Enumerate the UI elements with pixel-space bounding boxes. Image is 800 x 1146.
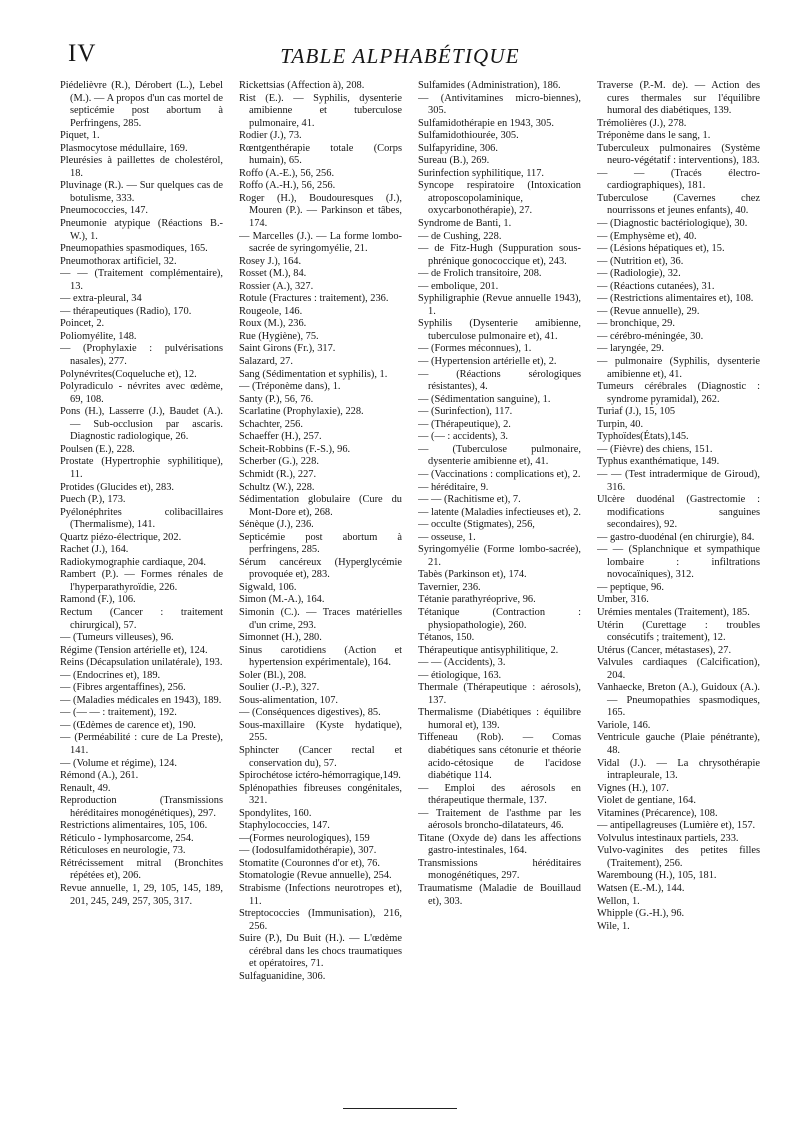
index-entry: — (Œdèmes de carence et), 190.	[60, 719, 196, 731]
index-entry: Ramond (F.), 106.	[60, 594, 136, 606]
index-entry: Salazard, 27.	[239, 356, 293, 368]
end-rule	[343, 1108, 457, 1109]
index-entry: — thérapeutiques (Radio), 170.	[60, 305, 192, 317]
index-entry: Rémond (A.), 261.	[60, 770, 139, 782]
index-entry: Syncope respiratoire (Intoxication atroposcopolaminique, oxycarbonothérapie), 27.	[418, 180, 581, 217]
index-entry: — (Vaccinations : complications et), 2.	[418, 468, 581, 480]
index-entry: — (Nutrition et), 36.	[597, 255, 684, 267]
index-entry: — (Lésions hépatiques et), 15.	[597, 243, 725, 255]
running-head: TABLE ALPHABÉTIQUE	[280, 44, 520, 68]
index-entry: Réticulo - lymphosarcome, 254.	[60, 832, 194, 844]
index-entry: Syringomyélie (Forme lombo-sacrée), 21.	[418, 544, 581, 568]
index-entry: Réticuloses en neurologie, 73.	[60, 845, 186, 857]
index-entry: Syndrome de Banti, 1.	[418, 218, 512, 230]
index-entry: Rosset (M.), 84.	[239, 268, 307, 280]
index-entry: Tétanie parathyréoprive, 96.	[418, 594, 536, 606]
index-entry: — — (Tracés électro-cardiographiques), 181.	[597, 167, 760, 192]
index-entry: Sédimentation globulaire (Cure du Mont-Dore et), 268.	[239, 494, 402, 518]
index-entry: Thermalisme (Diabétiques : équilibre humoral et), 139.	[418, 707, 581, 731]
index-entry: Watsen (E.-M.), 144.	[597, 883, 685, 894]
index-entry: — pulmonaire (Syphilis, dysenterie amibienne et), 41.	[597, 356, 760, 380]
index-entry: — cérébro-méningée, 30.	[597, 330, 704, 342]
index-entry: Violet de gentiane, 164.	[597, 795, 696, 807]
index-entry: Schachter, 256.	[239, 418, 303, 430]
index-entry: Volvulus intestinaux partiels, 233.	[597, 832, 739, 844]
index-entry: Sureau (B.), 269.	[418, 155, 490, 167]
index-column-3	[418, 80, 581, 1095]
index-entry: Renault, 49.	[60, 782, 111, 794]
index-entry: Sulfamidothérapie en 1943, 305.	[418, 117, 554, 129]
index-entry: Rambert (P.). — Formes rénales de l'hyperparathyroïdie, 226.	[60, 569, 223, 593]
index-column-2	[239, 80, 402, 1095]
index-entry: — (Sédimentation sanguine), 1.	[418, 393, 551, 405]
index-entry: — antipellagreuses (Lumière et), 157.	[597, 820, 756, 832]
index-entry: Prostate (Hypertrophie syphilitique), 11.	[60, 456, 223, 480]
index-entry: Rachet (J.), 164.	[60, 544, 129, 556]
index-entry: — de Frolich transitoire, 208.	[418, 268, 542, 280]
index-entry: Scarlatine (Prophylaxie), 228.	[239, 406, 364, 418]
index-entry: Spondylites, 160.	[239, 807, 312, 819]
index-entry: Pneumopathies spasmodiques, 165.	[60, 243, 208, 255]
index-entry: Ulcère duodénal (Gastrectomie : modifications sanguines secondaires), 92.	[597, 494, 760, 531]
index-entry: Piédelièvre (R.), Dérobert (L.), Lebel (M.). — A propos d'un cas mortel de septicémie post abortum à Perfringens, 285.	[60, 80, 223, 129]
index-entry: Traumatisme (Maladie de Bouillaud et), 303.	[418, 883, 581, 907]
index-entry: Tabès (Parkinson et), 174.	[418, 569, 527, 581]
index-entry: Sénèque (J.), 236.	[239, 519, 314, 531]
index-entry: Roffo (A.-E.), 56, 256.	[239, 167, 335, 179]
index-entry: Waremboung (H.), 105, 181.	[597, 870, 717, 882]
index-entry: — extra-pleural, 34	[60, 293, 142, 305]
index-entry: Quartz piézo-électrique, 202.	[60, 531, 182, 543]
index-entry: Thermale (Thérapeutique : aérosols), 137.	[418, 682, 581, 706]
index-entry: — de Cushing, 228.	[418, 230, 502, 242]
index-entry: Pleurésies à paillettes de cholestérol, 18.	[60, 155, 223, 179]
index-entry: Tétanique (Contraction : physiopathologie), 260.	[418, 606, 581, 631]
index-entry: Vitamines (Précarence), 108.	[597, 807, 718, 819]
index-entry: — — (Splanchnique et sympathique lombaire : infiltrations novocaïniques), 312.	[597, 544, 760, 581]
index-entry: — embolique, 201.	[418, 280, 499, 292]
index-entry: Vignes (H.), 107.	[597, 782, 669, 794]
index-entry: Sous-maxillaire (Kyste hydatique), 255.	[239, 719, 402, 744]
index-entry: Valvules cardiaques (Calcification), 204.	[597, 657, 760, 681]
index-entry: Plasmocytose médullaire, 169.	[60, 142, 188, 154]
index-entry: Syphilis (Dysenterie amibienne, tuberculose pulmonaire et), 41.	[418, 318, 581, 342]
index-entry: — (Surinfection), 117.	[418, 406, 513, 418]
index-entry: Traverse (P.-M. de). — Action des cures thermales sur l'équilibre humoral des diabétiques, 139.	[597, 80, 760, 117]
index-entry: Pneumococcies, 147.	[60, 205, 149, 217]
index-entry: Pyélonéphrites colibacillaires (Thermalisme), 141.	[60, 506, 223, 531]
index-entry: — (Emphysème et), 40.	[597, 230, 697, 242]
index-entry: — héréditaire, 9.	[418, 481, 489, 493]
index-entry: — (Réactions cutanées), 31.	[597, 280, 715, 292]
index-entry: Variole, 146.	[597, 719, 651, 731]
index-entry: — (Hypertension artérielle et), 2.	[418, 356, 557, 368]
index-entry: Soler (Bl.), 208.	[239, 669, 307, 681]
index-entry: Reproduction (Transmissions héréditaires monogénétiques), 297.	[60, 795, 223, 819]
index-entry: Scheit-Robbins (F.-S.), 96.	[239, 443, 351, 455]
index-entry: Roffo (A.-H.), 56, 256.	[239, 180, 336, 192]
index-entry: Rectum (Cancer : traitement chirurgical), 57.	[60, 606, 223, 631]
index-entry: — (Radiologie), 32.	[597, 268, 681, 280]
index-entry: Sulfamidothiourée, 305.	[418, 130, 519, 142]
index-entry: Schultz (W.), 228.	[239, 481, 315, 493]
index-entry: — (Perméabilité : cure de La Preste), 141.	[60, 732, 223, 756]
index-entry: Sigwald, 106.	[239, 581, 297, 593]
index-entry: Rue (Hygiène), 75.	[239, 330, 319, 342]
index-entry: — — (Traitement complémentaire), 13.	[60, 268, 223, 292]
index-entry: Sphincter (Cancer rectal et conservation du), 57.	[239, 744, 402, 769]
index-entry: — (Tumeurs villeuses), 96.	[60, 632, 174, 644]
index-entry: Typhoïdes(États),145.	[597, 431, 689, 443]
index-entry: Vidal (J.). — La chrysothérapie intrapleurale, 13.	[597, 757, 760, 782]
index-entry: Puech (P.), 173.	[60, 494, 126, 506]
index-entry: — de Fitz-Hugh (Suppuration sous-phrénique gonococcique et), 243.	[418, 243, 581, 267]
index-entry: Sous-alimentation, 107.	[239, 694, 338, 706]
page-number: IV	[68, 40, 97, 67]
index-entry: Vanhaecke, Breton (A.), Guidoux (A.). — Pneumopathies spasmodiques, 165.	[597, 682, 760, 719]
index-columns	[60, 80, 760, 1095]
index-entry: Pons (H.), Lasserre (J.), Baudet (A.). — Sub-occlusion par ascaris. Diagnostic radiologique, 26.	[60, 406, 223, 443]
index-entry: Sinus carotidiens (Action et hypertension expérimentale), 164.	[239, 644, 402, 669]
index-entry: — Traitement de l'asthme par les aérosols broncho-dilatateurs, 46.	[418, 807, 581, 832]
index-column-1	[60, 80, 223, 1095]
index-entry: Rickettsias (Affection à), 208.	[239, 80, 365, 91]
index-entry: Santy (P.), 56, 76.	[239, 393, 314, 405]
index-entry: — (Thérapeutique), 2.	[418, 418, 511, 430]
index-entry: Saint Girons (Fr.), 317.	[239, 343, 336, 355]
index-entry: Ventricule gauche (Plaie pénétrante), 48.	[597, 732, 760, 756]
index-entry: Surinfection syphilitique, 117.	[418, 167, 545, 179]
index-entry: Rosey J.), 164.	[239, 255, 302, 267]
index-entry: — — (Test intradermique de Giroud), 316.	[597, 468, 760, 493]
index-entry: — (Antivitamines micro-biennes), 305.	[418, 92, 581, 117]
index-entry: Pneumothorax artificiel, 32.	[60, 255, 177, 267]
index-entry: Simonin (C.). — Traces matérielles d'un crime, 293.	[239, 606, 402, 631]
index-entry: Wile, 1.	[597, 920, 630, 932]
index-entry: Utérin (Curettage : troubles consécutifs ; traitement), 12.	[597, 619, 760, 644]
index-entry: — osseuse, 1.	[418, 531, 476, 543]
index-entry: Tiffeneau (Rob). — Comas diabétiques sans cétonurie et théorie acido-cétosique de l'acidose diabétique 114.	[418, 732, 581, 782]
index-entry: — (Formes méconnues), 1.	[418, 343, 532, 355]
index-entry: Schmidt (R.), 227.	[239, 468, 317, 480]
index-entry: Rist (E.). — Syphilis, dysenterie amibienne et tuberculose pulmonaire, 41.	[239, 92, 402, 129]
index-entry: — occulte (Stigmates), 256,	[418, 519, 535, 531]
index-entry: Rodier (J.), 73.	[239, 130, 302, 142]
index-entry: Utérus (Cancer, métastases), 27.	[597, 644, 732, 656]
index-entry: Polyradiculo - névrites avec œdème, 69, 108.	[60, 381, 223, 405]
index-entry: — (Prophylaxie : pulvérisations nasales), 277.	[60, 343, 223, 368]
index-entry: — (Fibres argentaffines), 256.	[60, 682, 186, 694]
index-entry: — (Tréponème dans), 1.	[239, 381, 341, 393]
index-entry: Stomatite (Couronnes d'or et), 76.	[239, 857, 380, 869]
index-entry: — — (Rachitisme et), 7.	[418, 494, 521, 506]
index-entry: Suire (P.), Du Buit (H.). — L'œdème cérébral dans les chocs traumatiques et opératoires, 71.	[239, 933, 402, 970]
index-entry: Rétrécissement mitral (Bronchites répétées et), 206.	[60, 857, 223, 882]
index-entry: Revue annuelle, 1, 29, 105, 145, 189, 201, 245, 249, 257, 305, 317.	[60, 883, 223, 907]
index-entry: Pneumonie atypique (Réactions B.-W.), 1.	[60, 218, 223, 242]
index-entry: — (— : accidents), 3.	[418, 431, 509, 443]
index-entry: Tuberculose (Cavernes chez nourrissons et jeunes enfants), 40.	[597, 192, 760, 217]
index-entry: Tumeurs cérébrales (Diagnostic : syndrome pyramidal), 262.	[597, 381, 760, 405]
index-entry: Trémolières (J.), 278.	[597, 117, 687, 129]
index-entry: Régime (Tension artérielle et), 124.	[60, 644, 208, 656]
index-entry: Rœntgenthérapie totale (Corps humain), 65.	[239, 142, 402, 167]
index-entry: — bronchique, 29.	[597, 318, 675, 330]
index-entry: Radiokymographie cardiaque, 204.	[60, 556, 207, 568]
index-entry: Tavernier, 236.	[418, 581, 481, 593]
index-entry: Typhus exanthématique, 149.	[597, 456, 720, 468]
index-entry: Restrictions alimentaires, 105, 106.	[60, 820, 208, 832]
index-column-4	[597, 80, 760, 1095]
index-entry: — (Réactions sérologiques résistantes), 4.	[418, 368, 581, 393]
index-entry: Sulfamides (Administration), 186.	[418, 80, 561, 91]
index-entry: Splénopathies fibreuses congénitales, 321.	[239, 782, 402, 807]
index-entry: Tétanos, 150.	[418, 632, 475, 644]
index-entry: — (Tuberculose pulmonaire, dysenterie amibienne et), 41.	[418, 443, 581, 468]
index-entry: — étiologique, 163.	[418, 669, 502, 681]
index-entry: — (Maladies médicales en 1943), 189.	[60, 694, 222, 706]
index-entry: Turiaf (J.), 15, 105	[597, 406, 676, 418]
index-entry: Turpin, 40.	[597, 418, 644, 430]
index-entry: Poliomyélite, 148.	[60, 330, 137, 342]
index-entry: Sulfaguanidine, 306.	[239, 970, 326, 982]
index-entry: — (Diagnostic bactériologique), 30.	[597, 218, 748, 230]
index-entry: — (Volume et régime), 124.	[60, 757, 177, 769]
index-entry: Rotule (Fractures : traitement), 236.	[239, 293, 389, 305]
index-entry: Reins (Décapsulation unilatérale), 193.	[60, 657, 223, 669]
index-entry: Stomatologie (Revue annuelle), 254.	[239, 870, 392, 882]
index-entry: Poincet, 2.	[60, 318, 105, 330]
index-entry: Whipple (G.-H.), 96.	[597, 908, 685, 920]
index-entry: — (Revue annuelle), 29.	[597, 305, 700, 317]
index-entry: Tuberculeux pulmonaires (Système neuro-végétatif : interventions), 183.	[597, 142, 760, 167]
index-entry: Scherber (G.), 228.	[239, 456, 319, 468]
index-entry: Soulier (J.-P.), 327.	[239, 682, 320, 694]
index-entry: Septicémie post abortum à perfringens, 285.	[239, 531, 402, 556]
index-entry: Transmissions héréditaires monogénétiques, 297.	[418, 857, 581, 882]
index-entry: — peptique, 96.	[597, 581, 664, 593]
index-entry: —(Formes neurologiques), 159	[239, 832, 370, 844]
index-entry: Rougeole, 146.	[239, 305, 303, 317]
index-entry: Rossier (A.), 327.	[239, 280, 314, 292]
index-entry: — (— — : traitement), 192.	[60, 707, 177, 719]
index-entry: — Marcelles (J.). — La forme lombo-sacrée de syringomyélie, 21.	[239, 230, 402, 255]
index-entry: Piquet, 1.	[60, 130, 100, 142]
index-entry: Schaeffer (H.), 257.	[239, 431, 322, 443]
index-entry: — (Restrictions alimentaires et), 108.	[597, 293, 754, 305]
index-entry: Roger (H.), Boudouresques (J.), Mouren (P.). — Parkinson et tâbes, 174.	[239, 192, 402, 230]
index-entry: Sérum cancéreux (Hyperglycémie provoquée et), 283.	[239, 556, 402, 581]
index-entry: Vulvo-vaginites des petites filles (Traitement), 256.	[597, 845, 760, 869]
index-entry: Protides (Glucides et), 283.	[60, 481, 174, 493]
index-entry: Pluvinage (R.). — Sur quelques cas de botulisme, 333.	[60, 180, 223, 204]
index-entry: — latente (Maladies infectieuses et), 2.	[418, 506, 581, 518]
index-entry: — gastro-duodénal (en chirurgie), 84.	[597, 531, 755, 543]
index-entry: Titane (Oxyde de) dans les affections gastro-intestinales, 164.	[418, 832, 581, 857]
index-entry: Poulsen (E.), 228.	[60, 443, 135, 455]
index-entry: Tréponème dans le sang, 1.	[597, 130, 711, 142]
index-entry: — Emploi des aérosols en thérapeutique thermale, 137.	[418, 782, 581, 807]
index-entry: Staphylococcies, 147.	[239, 820, 330, 832]
index-entry: — (Conséquences digestives), 85.	[239, 707, 381, 719]
index-entry: Sang (Sédimentation et syphilis), 1.	[239, 368, 388, 380]
index-entry: Roux (M.), 236.	[239, 318, 307, 330]
index-entry: — laryngée, 29.	[597, 343, 664, 355]
index-entry: Polynévrites(Coqueluche et), 12.	[60, 368, 197, 380]
index-entry: — (Fièvre) des chiens, 151.	[597, 443, 713, 455]
index-entry: Simonnet (H.), 280.	[239, 632, 322, 644]
index-entry: — (Endocrines et), 189.	[60, 669, 161, 681]
index-entry: Urémies mentales (Traitement), 185.	[597, 606, 750, 618]
index-entry: Spirochétose ictéro-hémorragique,149.	[239, 770, 401, 782]
index-entry: Thérapeutique antisyphilitique, 2.	[418, 644, 559, 656]
index-entry: — (Iodosulfamidothérapie), 307.	[239, 845, 377, 857]
index-entry: Umber, 316.	[597, 594, 649, 606]
index-entry: Sulfapyridine, 306.	[418, 142, 498, 154]
index-entry: Syphiligraphie (Revue annuelle 1943), 1.	[418, 293, 581, 317]
index-entry: — — (Accidents), 3.	[418, 657, 506, 669]
index-entry: Wellon, 1.	[597, 895, 640, 907]
index-entry: Streptococcies (Immunisation), 216, 256.	[239, 908, 402, 932]
index-entry: Strabisme (Infections neurotropes et), 11.	[239, 883, 402, 907]
index-entry: Simon (M.-A.), 164.	[239, 594, 325, 606]
